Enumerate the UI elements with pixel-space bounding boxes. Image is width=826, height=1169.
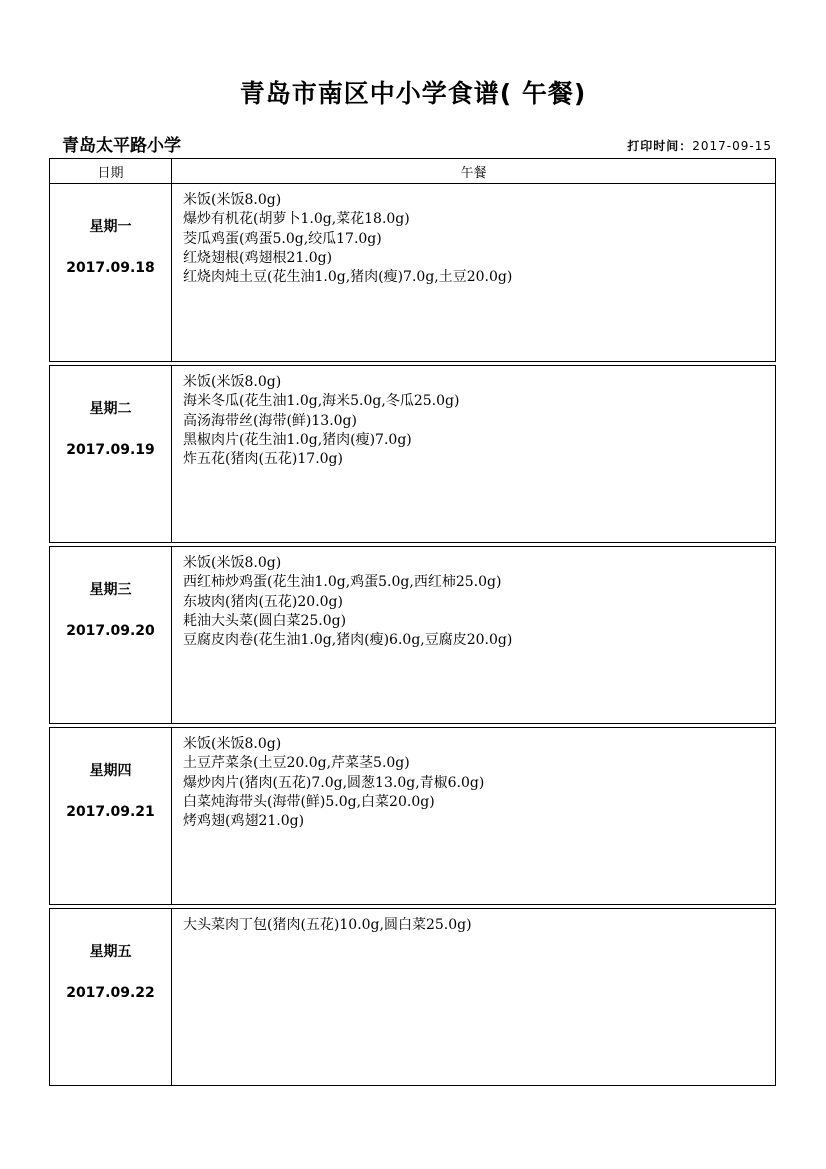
dish-item: 米饭(米饭8.0g)	[183, 736, 282, 752]
header-date: 日期	[50, 159, 172, 183]
dish-item: 土豆芹菜条(土豆20.0g,芹菜茎5.0g)	[183, 755, 410, 772]
dish-item: 炸五花(猪肉(五花)17.0g)	[183, 451, 343, 468]
table-header	[49, 158, 776, 184]
table-row	[49, 908, 776, 1086]
date-cell	[50, 366, 172, 542]
date-label: 2017.09.22	[66, 985, 155, 1001]
table-row	[49, 184, 776, 362]
dish-item: 海米冬瓜(花生油1.0g,海米5.0g,冬瓜25.0g)	[183, 393, 460, 410]
table-row	[49, 546, 776, 724]
dish-item: 高汤海带丝(海带(鲜)13.0g)	[183, 412, 357, 429]
dish-item: 大头菜肉丁包(猪肉(五花)10.0g,圆白菜25.0g)	[183, 917, 472, 933]
date-label: 2017.09.19	[66, 442, 155, 458]
weekday-label: 星期三	[89, 582, 132, 598]
date-cell	[50, 547, 172, 723]
date-label: 2017.09.21	[66, 804, 155, 820]
date-cell	[50, 728, 172, 904]
weekday-label: 星期五	[89, 944, 132, 960]
dish-item: 茭瓜鸡蛋(鸡蛋5.0g,绞瓜17.0g)	[183, 230, 382, 247]
weekday-label: 星期一	[89, 219, 132, 235]
dish-item: 白菜炖海带头(海带(鲜)5.0g,白菜20.0g)	[183, 793, 435, 810]
date-cell	[50, 184, 172, 361]
dish-item: 米饭(米饭8.0g)	[183, 555, 282, 571]
weekday-label: 星期二	[89, 401, 132, 417]
meal-cell	[172, 366, 775, 542]
dish-item: 爆炒肉片(猪肉(五花)7.0g,圆葱13.0g,青椒6.0g)	[183, 774, 485, 791]
dish-item: 红烧翅根(鸡翅根21.0g)	[183, 249, 333, 266]
table-row	[49, 727, 776, 905]
dish-item: 西红柿炒鸡蛋(花生油1.0g,鸡蛋5.0g,西红柿25.0g)	[183, 574, 502, 591]
weekday-label: 星期四	[89, 763, 132, 779]
header-meal: 午餐	[460, 165, 487, 181]
meal-cell	[172, 728, 775, 904]
dish-item: 黑椒肉片(花生油1.0g,猪肉(瘦)7.0g)	[183, 431, 412, 448]
dish-item: 耗油大头菜(圆白菜25.0g)	[183, 612, 347, 629]
meal-cell	[172, 184, 775, 361]
print-time	[627, 137, 772, 154]
dish-item: 红烧肉炖土豆(花生油1.0g,猪肉(瘦)7.0g,土豆20.0g)	[183, 269, 513, 286]
dish-item: 烤鸡翅(鸡翅21.0g)	[183, 813, 305, 830]
meal-cell	[172, 909, 775, 1085]
dish-item: 豆腐皮肉卷(花生油1.0g,猪肉(瘦)6.0g,豆腐皮20.0g)	[183, 632, 513, 649]
school-name: 青岛太平路小学	[62, 136, 181, 156]
date-cell	[50, 909, 172, 1085]
meal-cell	[172, 547, 775, 723]
print-time-label: 打印时间：	[627, 139, 693, 153]
page-title: 青岛市南区中小学食谱( 午餐)	[239, 79, 587, 108]
menu-table	[49, 158, 776, 1086]
dish-item: 米饭(米饭8.0g)	[183, 374, 282, 390]
dish-item: 爆炒有机花(胡萝卜1.0g,菜花18.0g)	[183, 211, 410, 228]
date-label: 2017.09.20	[66, 623, 155, 639]
date-label: 2017.09.18	[66, 260, 155, 276]
table-row	[49, 365, 776, 543]
dish-item: 米饭(米饭8.0g)	[183, 192, 282, 208]
print-time-value: 2017-09-15	[692, 139, 772, 153]
dish-item: 东坡肉(猪肉(五花)20.0g)	[183, 593, 343, 610]
